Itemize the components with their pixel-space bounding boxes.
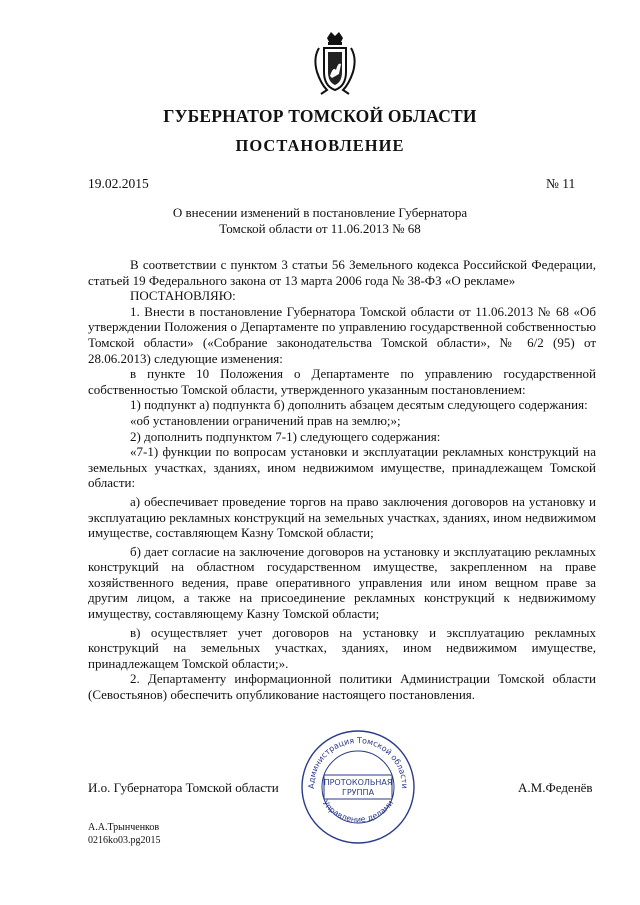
paragraph-decree: ПОСТАНОВЛЯЮ: xyxy=(130,288,236,304)
stamp-center-line: ПРОТОКОЛЬНАЯ xyxy=(323,778,393,787)
stamp-center-line: ГРУППА xyxy=(341,788,375,797)
paragraph: «об установлении ограничений прав на землю;»; xyxy=(130,412,401,428)
subject-line: Томской области от 11.06.2013 № 68 xyxy=(219,221,421,236)
paragraph: в) осуществляет учет договоров на установку и эксплуатацию рекламных конструкций на земельных участках, зданиях, ином недвижимом имуществе, принадлежащем Томской области;». xyxy=(88,624,596,671)
paragraph: б) дает согласие на заключение договоров на установку и эксплуатацию рекламных конструкций на областном государственном имуществе, закрепленном на праве хозяйственного ведения, праве оперативного управления или ином вещном праве за другим лицом, а также на присоединение рекламных конструкций к недвижимому имуществу, составляющему Казну Томской области; xyxy=(88,543,596,622)
document-number: № 11 xyxy=(546,176,576,191)
document-subject xyxy=(0,205,640,237)
stamp-seal xyxy=(298,727,418,847)
paragraph: 1. Внести в постановление Губернатора Томской области от 11.06.2013 № 68 «Об утверждении Положения о Департаменте по управлению государственной собственностью Томской области» («Собрание законодательства Томской области», № 6/2 (95) от 28.06.2013) следующие изменения: xyxy=(88,303,596,366)
paragraph: в пункте 10 Положения о Департаменте по управлению государственной собственностью Томской области, утвержденного указанным постановлением: xyxy=(88,366,596,397)
paragraph: «7-1) функции по вопросам установки и эксплуатации рекламных конструкций на земельных участках, зданиях, ином недвижимом имуществе, принадлежащем Томской области: xyxy=(88,444,596,491)
signatory-position: И.о. Губернатора Томской области xyxy=(88,780,279,795)
executor-file: 0216ko03.pg2015 xyxy=(88,834,161,846)
authority-title: ГУБЕРНАТОР ТОМСКОЙ ОБЛАСТИ xyxy=(163,106,477,126)
paragraph: а) обеспечивает проведение торгов на право заключения договоров на установку и эксплуатацию рекламных конструкций на земельных участках, зданиях, ином недвижимом имуществе, составляющем Казну Томской области; xyxy=(88,493,596,541)
document-type: ПОСТАНОВЛЕНИЕ xyxy=(235,136,405,155)
paragraph: 2) дополнить подпунктом 7-1) следующего содержания: xyxy=(130,428,441,444)
stamp-ring-text: Администрация Томской области xyxy=(306,735,410,789)
executor-name: А.А.Трынченков xyxy=(88,822,160,833)
paragraph: 2. Департаменту информационной политики Администрации Томской области (Севостьянов) обеспечить опубликование настоящего постановления. xyxy=(88,671,596,703)
signatory-name: А.М.Феденёв xyxy=(518,780,593,795)
document-body xyxy=(88,257,596,703)
coat-of-arms-icon xyxy=(305,28,365,98)
subject-line: О внесении изменений в постановление Губернатора xyxy=(172,205,468,220)
svg-text:Управление делами xyxy=(321,799,395,825)
document-date: 19.02.2015 xyxy=(88,176,149,191)
paragraph: В соответствии с пунктом 3 статьи 56 Земельного кодекса Российской Федерации, статьей 19 Федерального закона от 13 марта 2006 года № 38-ФЗ «О рекламе» xyxy=(88,257,596,288)
paragraph: 1) подпункт а) подпункта б) дополнить абзацем десятым следующего содержания: xyxy=(130,397,588,413)
stamp-ring-bottom: Управление делами xyxy=(320,798,396,825)
executor-info xyxy=(88,822,161,847)
